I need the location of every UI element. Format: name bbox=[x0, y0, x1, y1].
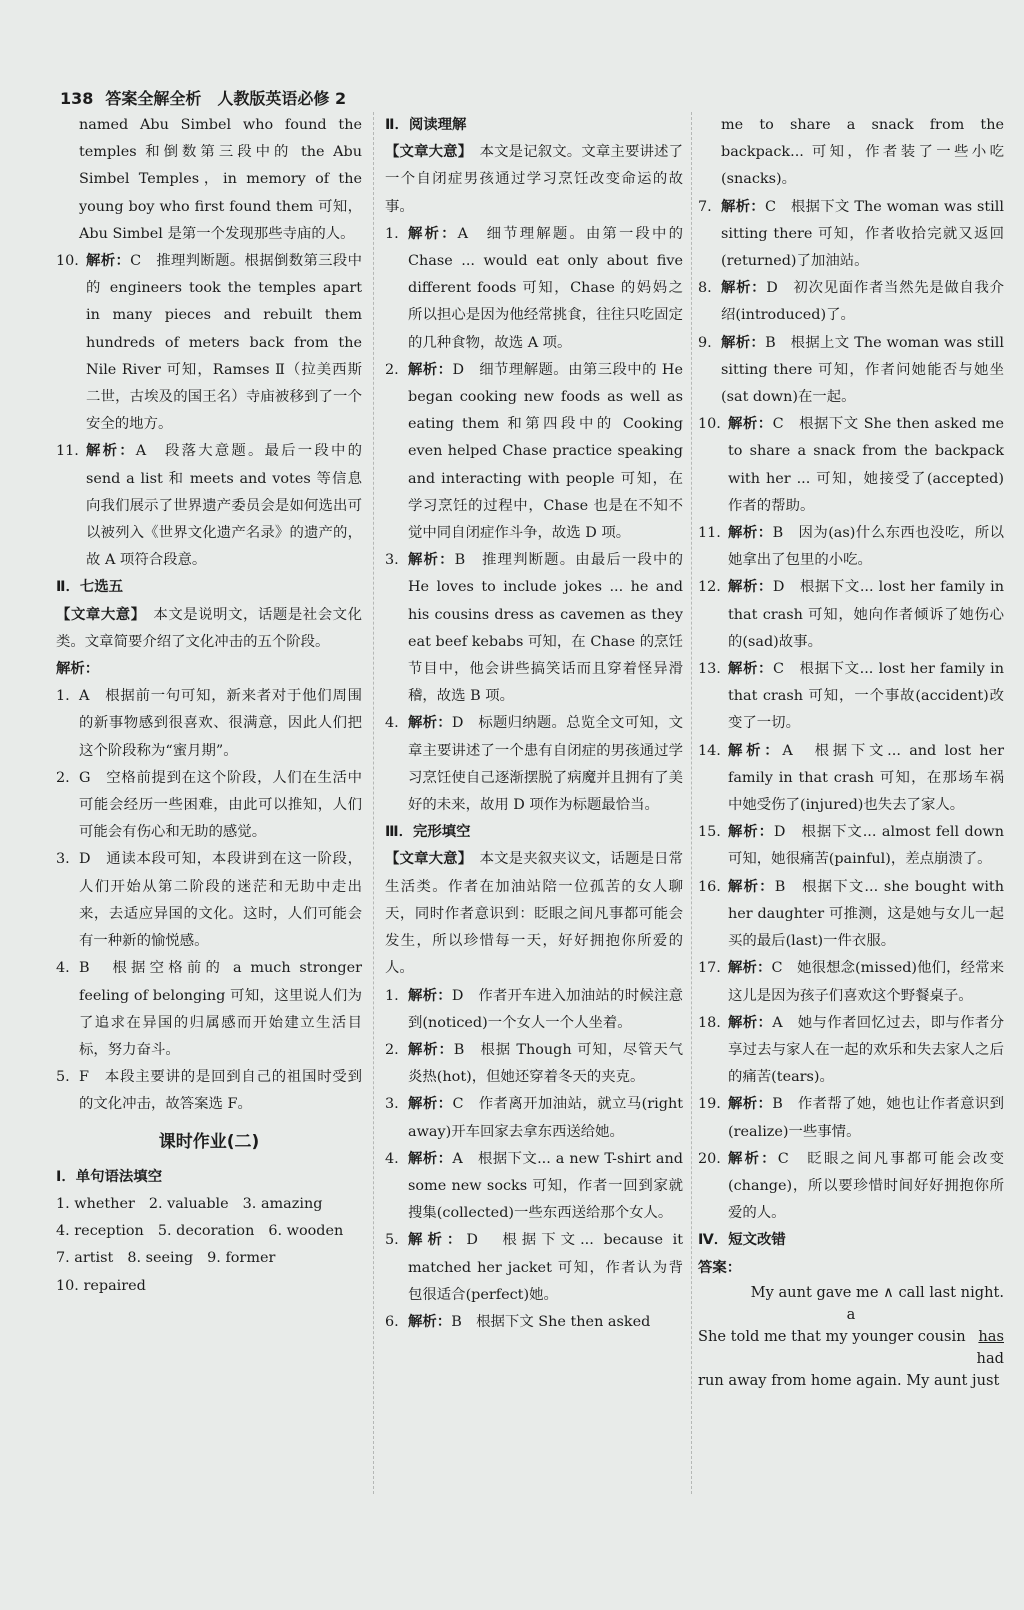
analysis-label: 解析： bbox=[728, 525, 773, 542]
item-number: 5. bbox=[385, 1232, 399, 1249]
item-number: 2. bbox=[385, 1041, 399, 1058]
article-summary bbox=[56, 602, 362, 656]
analysis-label: 解析： bbox=[408, 1313, 452, 1330]
column-left bbox=[56, 112, 362, 1300]
analysis-label: 解析： bbox=[728, 742, 783, 759]
answer-text: D 通读本段可知，本段讲到在这一阶段，人们开始从第二阶段的迷茫和无助中走出来，去适应异国的文化。这时，人们可能会有一种新的愉悦感。 bbox=[79, 851, 362, 950]
item-number: 12. bbox=[698, 579, 721, 596]
continued-answer: named Abu Simbel who found the temples 和倒数第三段中的 the Abu Simbel Temples，in memory of the young boy who first found them 可知，Abu Simbel 是第一个发现那些寺庙的人。 bbox=[79, 117, 362, 242]
answer-text: A 段落大意题。最后一段中的 send a list 和 meets and votes 等信息向我们展示了世界遗产委员会是如何选出可以被列入《世界文化遗产名录》的遗产的，故 A 项符合段意。 bbox=[86, 443, 362, 569]
answer-item bbox=[385, 547, 683, 710]
summary-label: 【文章大意】 bbox=[56, 606, 139, 623]
analysis-label: 解析： bbox=[728, 416, 773, 433]
grammar-answers bbox=[56, 1191, 362, 1300]
answer-text: A 根据前一句可知，新来者对于他们周围的新事物感到很喜欢、很满意，因此人们把这个阶段称为“蜜月期”。 bbox=[79, 688, 362, 759]
item-number: 1. bbox=[385, 225, 399, 242]
answer-label: 答案： bbox=[698, 1259, 742, 1276]
item-number: 6. bbox=[385, 1313, 399, 1330]
error-word: has bbox=[978, 1327, 1004, 1345]
answer-text: D 根据下文... because it matched her jacket 可知，作者认为背包很适合(perfect)她。 bbox=[408, 1232, 683, 1303]
article-summary bbox=[385, 846, 683, 982]
item-number: 18. bbox=[698, 1014, 721, 1031]
page-number: 138 bbox=[60, 89, 94, 108]
item-number: 2. bbox=[56, 769, 70, 786]
analysis-label: 解析： bbox=[721, 334, 766, 351]
answer-text: B 根据上文 The woman was still sitting there 可知，作者问她能否与她坐(sat down)在一起。 bbox=[721, 334, 1004, 406]
answer-text: C 作者离开加油站，就立马(right away)开车回家去拿东西送给她。 bbox=[408, 1096, 683, 1140]
answer-text: B 根据 Though 可知，尽管天气炎热(hot)，但她还穿着冬天的夹克。 bbox=[408, 1041, 683, 1086]
grammar-answer: 3. amazing bbox=[242, 1195, 323, 1212]
answer-text: C 根据下文... lost her family in that crash 可知，一个事故(accident)改变了一切。 bbox=[728, 661, 1004, 732]
answer-text: B 根据下文 She then asked bbox=[451, 1313, 651, 1330]
analysis-label: 解析： bbox=[408, 1041, 454, 1058]
answer-text: B 根据下文... she bought with her daughter 可推测，这是她与女儿一起买的最后(last)一件衣服。 bbox=[728, 878, 1004, 950]
analysis-label: 解析： bbox=[408, 361, 453, 378]
item-number: 3. bbox=[56, 851, 70, 868]
analysis-label: 解析： bbox=[86, 443, 136, 460]
analysis-label: 解析： bbox=[408, 552, 455, 569]
page-header bbox=[60, 86, 346, 109]
homework-title: 课时作业(二) bbox=[158, 1131, 260, 1152]
item-number: 3. bbox=[385, 1096, 399, 1113]
answer-item bbox=[385, 1091, 683, 1145]
analysis-label: 解析： bbox=[728, 661, 774, 678]
answer-item bbox=[56, 1064, 362, 1118]
answer-item bbox=[698, 520, 1004, 574]
answer-text: B 作者帮了她，她也让作者意识到(realize)一些事情。 bbox=[728, 1096, 1004, 1140]
section-title: Ⅰ．单句语法填空 bbox=[56, 1168, 163, 1185]
analysis-label: 解析： bbox=[408, 225, 458, 242]
answer-text: A 根据下文... a new T-shirt and some new socks 可知，作者一回到家就搜集(collected)一些东西送给那个女人。 bbox=[408, 1150, 683, 1222]
summary-text: 本文是夹叙夹议文，话题是日常生活类。作者在加油站陪一位孤苦的女人聊天，同时作者意识到：眨眼之间凡事都可能会发生，所以珍惜每一天，好好拥抱你所爱的人。 bbox=[385, 851, 683, 977]
item-number: 15. bbox=[698, 824, 721, 841]
page-title: 答案全解全析 人教版英语必修 2 bbox=[105, 89, 347, 108]
item-number: 16. bbox=[698, 878, 721, 895]
analysis-label: 解析： bbox=[728, 824, 774, 841]
answer-text: D 作者开车进入加油站的时候注意到(noticed)一个女人一个人坐着。 bbox=[408, 987, 683, 1031]
item-number: 4. bbox=[56, 960, 70, 977]
answer-item bbox=[698, 738, 1004, 820]
analysis-label: 解析： bbox=[728, 1150, 778, 1167]
answer-item bbox=[698, 819, 1004, 873]
answer-item bbox=[385, 1146, 683, 1228]
answer-text: C 根据下文 She then asked me to share a snack from the backpack with her ... 可知，她接受了(accepted)作者的帮助。 bbox=[728, 416, 1004, 514]
answer-item bbox=[698, 275, 1004, 329]
item-number: 10. bbox=[698, 416, 721, 433]
column-divider bbox=[373, 112, 374, 1494]
answer-item bbox=[385, 1227, 683, 1309]
grammar-answer: 4. reception bbox=[56, 1223, 144, 1240]
analysis-label: 解析： bbox=[728, 579, 773, 596]
column-right bbox=[698, 112, 1004, 1392]
answer-item bbox=[56, 248, 362, 438]
correction-mark: a bbox=[846, 1305, 856, 1323]
answer-item bbox=[698, 955, 1004, 1009]
analysis-label: 解析： bbox=[728, 1096, 773, 1113]
answer-item bbox=[385, 221, 683, 357]
answer-row bbox=[56, 1218, 362, 1245]
answer-row bbox=[56, 1191, 362, 1218]
analysis-label: 解析： bbox=[408, 1150, 453, 1167]
answer-text: D 细节理解题。由第三段中的 He began cooking new foods as well as eating them 和第四段中的 Cooking even helped Chase practice speaking and interacting with people 可知，在学习烹饪的过程中，Chase 也是在不知不觉中同自闭症作斗争，故选 D 项。 bbox=[408, 361, 683, 542]
grammar-answer: 10. repaired bbox=[56, 1277, 146, 1294]
correction-text: She told me that my younger cousin bbox=[698, 1327, 966, 1345]
answer-row bbox=[56, 1245, 362, 1272]
answer-item bbox=[698, 411, 1004, 520]
analysis-label: 解析： bbox=[728, 1014, 773, 1031]
answer-text: D 初次见面作者当然先是做自我介绍(introduced)了。 bbox=[721, 280, 1004, 324]
answer-item bbox=[56, 765, 362, 847]
answer-text: C 推理判断题。根据倒数第三段中的 engineers took the temples apart in many pieces and rebuilt them hundreds of meters back from the Nile River 可知，Ramses Ⅱ（拉美西斯二世，古埃及的国王名）寺庙被移到了一个安全的地方。 bbox=[86, 253, 362, 433]
correction-mark: had bbox=[976, 1349, 1004, 1367]
answer-text: B 根据空格前的 a much stronger feeling of belonging 可知，这里说人们为了追求在异国的归属感而开始建立生活目标，努力奋斗。 bbox=[79, 960, 362, 1058]
item-number: 11. bbox=[698, 525, 721, 542]
answer-text: C 根据下文 The woman was still sitting there 可知，作者收拾完就又返回(returned)了加油站。 bbox=[721, 198, 1004, 270]
analysis-heading: 解析： bbox=[56, 661, 100, 678]
answer-text: B 推理判断题。由最后一段中的 He loves to include jokes ... he and his cousins dress as cavemen as they eat beef kebabs 可知，在 Chase 的烹饪节目中，他会讲些搞笑话而且穿着怪异滑稽，故选 B 项。 bbox=[408, 552, 683, 705]
item-number: 8. bbox=[698, 280, 712, 297]
section-title: Ⅳ．短文改错 bbox=[698, 1232, 786, 1249]
correction-line: run away from home again. My aunt just bbox=[698, 1371, 1000, 1389]
summary-text: 本文是记叙文。文章主要讲述了一个自闭症男孩通过学习烹饪改变命运的故事。 bbox=[385, 144, 683, 215]
answer-text: A 她与作者回忆过去，即与作者分享过去与家人在一起的欢乐和失去家人之后的痛苦(tears)。 bbox=[728, 1014, 1004, 1086]
analysis-label: 解析： bbox=[728, 878, 775, 895]
answer-item bbox=[698, 574, 1004, 656]
grammar-answer: 6. wooden bbox=[268, 1223, 344, 1240]
article-summary bbox=[385, 139, 683, 221]
correction-passage bbox=[698, 1282, 1004, 1392]
item-number: 9. bbox=[698, 334, 712, 351]
item-number: 14. bbox=[698, 742, 721, 759]
answer-item bbox=[698, 874, 1004, 956]
item-number: 5. bbox=[56, 1069, 70, 1086]
item-number: 11. bbox=[56, 443, 79, 460]
section-title: Ⅱ．阅读理解 bbox=[385, 117, 467, 133]
answer-item bbox=[385, 357, 683, 547]
answer-text: C 眨眼之间凡事都可能会改变(change)，所以要珍惜时间好好拥抱你所爱的人。 bbox=[728, 1150, 1004, 1222]
analysis-label: 解析： bbox=[721, 198, 765, 215]
item-number: 19. bbox=[698, 1096, 721, 1113]
answer-item bbox=[56, 438, 362, 574]
continued-answer: me to share a snack from the backpack... 可知，作者装了一些小吃(snacks)。 bbox=[721, 117, 1004, 188]
answer-text: B 因为(as)什么东西也没吃，所以她拿出了包里的小吃。 bbox=[728, 525, 1004, 569]
answer-text: C 她很想念(missed)他们，经常来这儿是因为孩子们喜欢这个野餐桌子。 bbox=[728, 960, 1004, 1004]
answer-item bbox=[698, 1146, 1004, 1228]
answer-item bbox=[698, 330, 1004, 412]
grammar-answer: 5. decoration bbox=[157, 1223, 255, 1240]
item-number: 20. bbox=[698, 1150, 721, 1167]
answer-row bbox=[56, 1273, 362, 1300]
analysis-label: 解析： bbox=[728, 960, 772, 977]
grammar-answer: 1. whether bbox=[56, 1195, 135, 1212]
item-number: 10. bbox=[56, 253, 79, 270]
correction-line: My aunt gave me ∧ call last night. bbox=[750, 1283, 1004, 1301]
analysis-label: 解析： bbox=[408, 715, 452, 732]
analysis-label: 解析： bbox=[408, 1232, 467, 1249]
item-number: 2. bbox=[385, 361, 399, 378]
answer-text: D 根据下文... almost fell down 可知，她很痛苦(painful)，差点崩溃了。 bbox=[728, 824, 1004, 868]
grammar-answer: 2. valuable bbox=[148, 1195, 229, 1212]
column-middle bbox=[385, 112, 683, 1336]
item-number: 1. bbox=[385, 987, 399, 1004]
grammar-answer: 9. former bbox=[207, 1250, 276, 1267]
answer-item bbox=[56, 683, 362, 765]
correction-line bbox=[698, 1326, 1004, 1348]
summary-label: 【文章大意】 bbox=[385, 144, 466, 161]
item-number: 4. bbox=[385, 715, 399, 732]
item-number: 3. bbox=[385, 552, 399, 569]
analysis-label: 解析： bbox=[408, 987, 452, 1004]
answer-item bbox=[698, 194, 1004, 276]
answer-item bbox=[385, 1309, 683, 1336]
answer-item bbox=[698, 1010, 1004, 1092]
answer-text: D 标题归纳题。总览全文可知，文章主要讲述了一个患有自闭症的男孩通过学习烹饪使自己逐渐摆脱了病魔并且拥有了美好的未来，故用 D 项作为标题最恰当。 bbox=[408, 715, 683, 814]
summary-label: 【文章大意】 bbox=[385, 851, 466, 868]
item-number: 17. bbox=[698, 960, 721, 977]
item-number: 4. bbox=[385, 1150, 399, 1167]
answer-text: F 本段主要讲的是回到自己的祖国时受到的文化冲击，故答案选 F。 bbox=[79, 1069, 362, 1113]
answer-item bbox=[698, 656, 1004, 738]
grammar-answer: 7. artist bbox=[56, 1250, 114, 1267]
grammar-answer: 8. seeing bbox=[127, 1250, 194, 1267]
answer-item bbox=[385, 710, 683, 819]
item-number: 7. bbox=[698, 198, 712, 215]
answer-item bbox=[385, 983, 683, 1037]
summary-text: 本文是说明文，话题是社会文化类。文章简要介绍了文化冲击的五个阶段。 bbox=[56, 606, 362, 650]
answer-text: G 空格前提到在这个阶段，人们在生活中可能会经历一些困难，由此可以推知，人们可能会有伤心和无助的感觉。 bbox=[79, 769, 362, 841]
answer-item bbox=[56, 846, 362, 955]
item-number: 13. bbox=[698, 661, 721, 678]
analysis-label: 解析： bbox=[86, 253, 131, 270]
answer-item bbox=[698, 1091, 1004, 1145]
column-divider bbox=[691, 112, 692, 1494]
answer-item bbox=[385, 1037, 683, 1091]
section-title: Ⅱ．七选五 bbox=[56, 579, 124, 596]
analysis-label: 解析： bbox=[721, 280, 767, 297]
answer-text: A 细节理解题。由第一段中的 Chase ... would eat only about five different foods 可知，Chase 的妈妈之所以担心是因为他经常挑食，往往只吃固定的几种食物，故选 A 项。 bbox=[408, 225, 683, 351]
answer-item bbox=[56, 955, 362, 1064]
answer-text: D 根据下文... lost her family in that crash 可知，她向作者倾诉了她伤心的(sad)故事。 bbox=[728, 579, 1004, 650]
section-title: Ⅲ．完形填空 bbox=[385, 824, 471, 841]
analysis-label: 解析： bbox=[408, 1096, 453, 1113]
item-number: 1. bbox=[56, 688, 70, 705]
answer-text: A 根据下文... and lost her family in that crash 可知，在那场车祸中她受伤了(injured)也失去了家人。 bbox=[728, 742, 1004, 814]
